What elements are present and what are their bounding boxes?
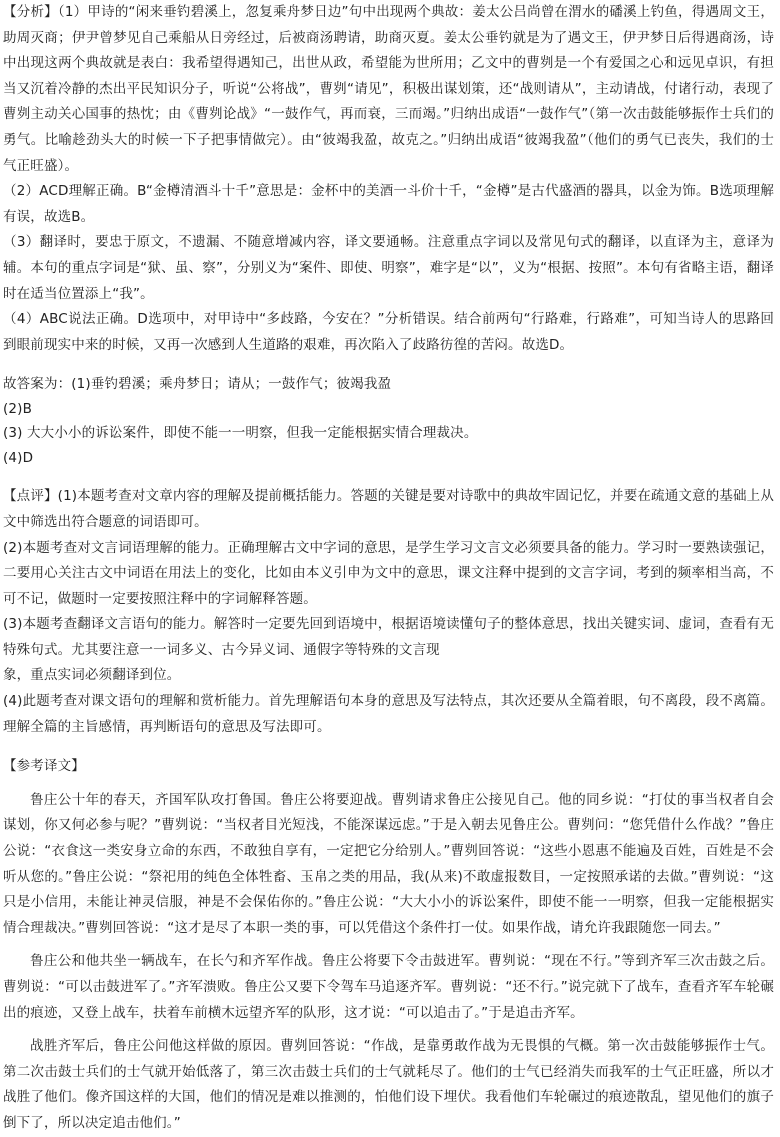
translation-heading: 【参考译文】	[3, 758, 85, 775]
answer-section	[3, 372, 774, 470]
answer-line-3: (3) 大大小小的诉讼案件，即使不能一一明察，但我一定能根据实情合理裁决。	[3, 425, 478, 442]
spacer	[3, 470, 774, 484]
comment-paragraph-3-continued: 象，重点实词必须翻译到位。	[3, 667, 181, 684]
analysis-section	[3, 0, 774, 358]
analysis-paragraph-1: 【分析】（1）甲诗的“闲来垂钓碧溪上，忽复乘舟梦日边”句中出现两个典故：姜太公吕尚曾在渭水的磻溪上钓鱼，得遇周文王，助周灭商；伊尹曾梦见自己乘船从日旁经过，后被商汤聘请，助商灭夏。姜太公垂钓就是为了遇文王，伊尹梦日后得遇商汤，诗中出现这两个典故就是表白：我希望得遇知己，出世从政，希望能为世所用；乙文中的曹刿是一个有爱国之心和远见卓识，有担当又沉着冷静的杰出平民知识分子，听说“公将战”，曹刿“请见”，积极出谋划策，还“战则请从”，主动请战，付诸行动，表现了曹刿主动关心国事的热忱；由《曹刿论战》“一鼓作气，再而衰，三而竭。”归纳出成语“一鼓作气”（第一次击鼓能够振作士兵们的勇气。比喻趁劲头大的时候一下子把事情做完）。由“彼竭我盈，故克之。”归纳出成语“彼竭我盈”（他们的勇气已丧失，我们的士气正旺盛）。	[3, 4, 774, 174]
analysis-paragraph-4: （4）ABC说法正确。D选项中，对甲诗中“多歧路，今安在？”分析错误。结合前两句“行路难，行路难”，可知当诗人的思路回到眼前现实中来的时候，又再一次感到人生道路的艰难，再次陷入了歧路彷徨的苦闷。故选D。	[3, 311, 774, 353]
translation-paragraph-3: 战胜齐军后，鲁庄公问他这样做的原因。曹刿回答说：“作战，是靠勇敢作战为无畏惧的气概。第一次击鼓能够振作士气。第二次击鼓士兵们的士气就开始低落了，第三次击鼓士兵们的士气就耗尽了。他们的士气已经消失而我军的士气正旺盛，所以才战胜了他们。像齐国这样的大国，他们的情况是难以推测的，怕他们设下埋伏。我看他们车轮碾过的痕迹散乱，望见他们的旗子倒下了，所以决定追击他们。”	[3, 1038, 774, 1131]
spacer	[3, 1026, 774, 1034]
comment-paragraph-1: 【点评】(1)本题考查对文章内容的理解及提前概括能力。答题的关键是要对诗歌中的典故牢固记忆，并要在疏通文意的基础上从文中筛选出符合题意的词语即可。	[3, 488, 774, 530]
comment-paragraph-3: (3)本题考查翻译文言语句的能力。解答时一定要先回到语境中，根据语境读懂句子的整体意思，找出关键实词、虚词，查看有无特殊句式。尤其要注意一一词多义、古今异义词、通假字等特殊的文言现	[3, 616, 774, 658]
analysis-paragraph-3: （3）翻译时，要忠于原文，不遗漏、不随意增减内容，译文要通畅。注意重点字词以及常见句式的翻译，以直译为主，意译为辅。本句的重点字词是“狱、虽、察”，分别义为“案件、即使、明察”，难字是“以”，义为“根据、按照”。本句有省略主语，翻译时在适当位置添上“我”。	[3, 234, 774, 302]
comment-section	[3, 484, 774, 740]
comment-paragraph-4: (4)此题考查对课文语句的理解和赏析能力。首先理解语句本身的意思及写法特点，其次还要从全篇着眼，句不离段，段不离篇。理解全篇的主旨感情，再判断语句的意思及写法即可。	[3, 693, 774, 735]
answer-line-2: (2)B	[3, 400, 32, 417]
comment-paragraph-2: (2)本题考查对文言词语理解的能力。正确理解古文中字词的意思，是学生学习文言文必须要具备的能力。学习时一要熟读强记，二要用心关注古文中词语在用法上的变化，比如由本义引申为文中的意思，课文注释中提到的文言字词，考到的频率相当高，不可不记，做题时一定要按照注释中的字词解释答题。	[3, 539, 774, 607]
spacer	[3, 740, 774, 754]
translation-section	[3, 754, 774, 1136]
spacer	[3, 358, 774, 372]
analysis-paragraph-2: （2）ACD理解正确。B“金樽清酒斗十千”意思是：金杯中的美酒一斗价十千，“金樽”是古代盛酒的器具，以金为饰。B选项理解有误，故选B。	[3, 183, 774, 225]
translation-paragraph-1: 鲁庄公十年的春天，齐国军队攻打鲁国。鲁庄公将要迎战。曹刿请求鲁庄公接见自己。他的同乡说：“打仗的事当权者自会谋划，你又何必参与呢？”曹刿说：“当权者目光短浅，不能深谋远虑。”于是入朝去见鲁庄公。曹刿问：“您凭借什么作战？”鲁庄公说：“衣食这一类安身立命的东西，不敢独自享有，一定把它分给别人。”曹刿回答说：“这些小恩惠不能遍及百姓，百姓是不会听从您的。”鲁庄公说：“祭祀用的纯色全体牲畜、玉帛之类的用品，我(从来)不敢虚报数目，一定按照承诺的去做。”曹刿说：“这只是小信用，未能让神灵信服，神是不会保佑你的。”鲁庄公说：“大大小小的诉讼案件，即使不能一一明察，但我一定能根据实情合理裁决。”曹刿回答说：“这才是尽了本职一类的事，可以凭借这个条件打一仗。如果作战，请允许我跟随您一同去。”	[3, 791, 774, 936]
answer-line-4: (4)D	[3, 449, 34, 466]
spacer	[3, 780, 774, 788]
spacer	[3, 941, 774, 949]
translation-paragraph-2: 鲁庄公和他共坐一辆战车，在长勺和齐军作战。鲁庄公将要下令击鼓进军。曹刿说：“现在不行。”等到齐军三次击鼓之后。曹刿说：“可以击鼓进军了。”齐军溃败。鲁庄公又要下令驾车马追逐齐军。曹刿说：“还不行。”说完就下了战车，查看齐军车轮碾出的痕迹，又登上战车，扶着车前横木远望齐军的队形，这才说：“可以追击了。”于是追击齐军。	[3, 953, 774, 1021]
answer-line-1: 故答案为：(1)垂钓碧溪；乘舟梦日；请从；一鼓作气；彼竭我盈	[3, 376, 392, 393]
